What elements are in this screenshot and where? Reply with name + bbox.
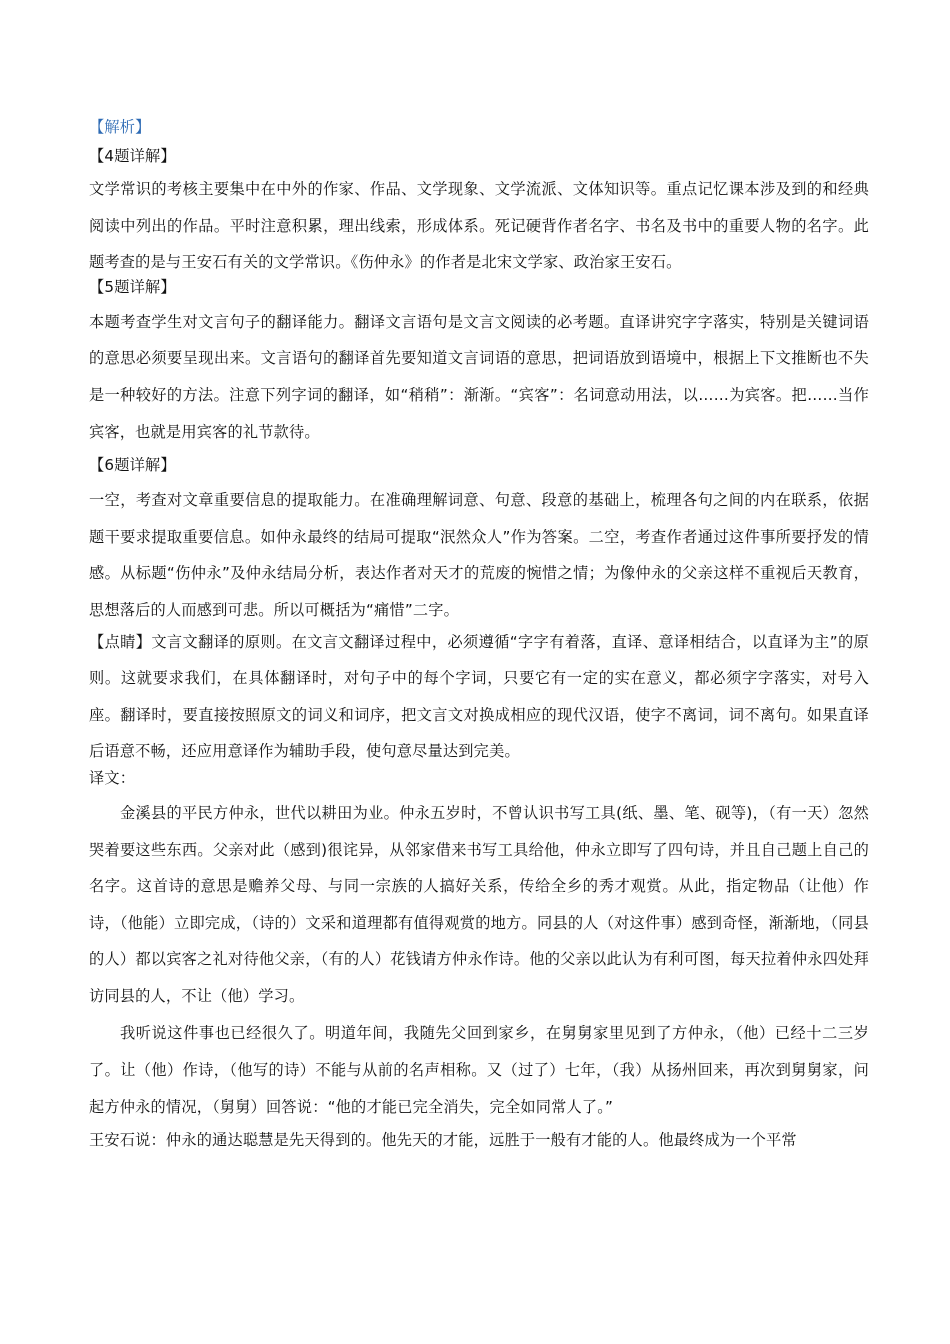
document-body [89, 113, 869, 1155]
translation-paragraph-1: 金溪县的平民方仲永，世代以耕田为业。仲永五岁时，不曾认识书写工具(纸、墨、笔、砚等)，（有一天）忽然哭着要这些东西。父亲对此（感到)很诧异，从邻家借来书写工具给他，仲永立即写了四句诗，并且自己题上自己的名字。这首诗的意思是赡养父母、与同一宗族的人搞好关系，传给全乡的秀才观赏。从此，指定物品（让他）作诗，（他能）立即完成，（诗的）文采和道理都有值得观赏的地方。同县的人（对这件事）感到奇怪，渐渐地，（同县的人）都以宾客之礼对待他父亲，（有的人）花钱请方仲永作诗。他的父亲以此认为有利可图，每天拉着仲永四处拜访同县的人，不让（他）学习。 [89, 803, 870, 1005]
q5-heading: 【5题详解】 [89, 277, 176, 296]
translation-paragraph-2: 我听说这件事也已经很久了。明道年间，我随先父回到家乡，在舅舅家里见到了方仲永，（他）已经十二三岁了。让（他）作诗，（他写的诗）不能与从前的名声相称。又（过了）七年，（我）从扬州回来，再次到舅舅家，问起方仲永的情况，（舅舅）回答说：“他的才能已完全消失，完全如同常人了。” [89, 1024, 869, 1116]
q6-paragraph: 一空，考查对文章重要信息的提取能力。在准确理解词意、句意、段意的基础上，梳理各句之间的内在联系，依据题干要求提取重要信息。如仲永最终的结局可提取“泯然众人”作为答案。二空，考查作者通过这件事所要抒发的情感。从标题“伤仲永”及仲永结局分析，表达作者对天才的荒废的惋惜之情；为像仲永的父亲这样不重视后天教育，思想落后的人而感到可悲。所以可概括为“痛惜”二字。 [89, 491, 869, 619]
q5-paragraph: 本题考查学生对文言句子的翻译能力。翻译文言语句是文言文阅读的必考题。直译讲究字字落实，特别是关键词语的意思必须要呈现出来。文言语句的翻译首先要知道文言词语的意思，把词语放到语境中，根据上下文推断也不失是一种较好的方法。注意下列字词的翻译，如“稍稍”：渐渐。“宾客”：名词意动用法，以……为宾客。把……当作宾客，也就是用宾客的礼节款待。 [89, 312, 869, 441]
q4-paragraph: 文学常识的考核主要集中在中外的作家、作品、文学现象、文学流派、文体知识等。重点记忆课本涉及到的和经典阅读中列出的作品。平时注意积累，理出线索，形成体系。死记硬背作者名字、书名及书中的重要人物的名字。此题考查的是与王安石有关的文学常识。《伤仲永》的作者是北宋文学家、政治家王安石。 [89, 180, 869, 272]
translation-paragraph-3: 王安石说：仲永的通达聪慧是先天得到的。他先天的才能，远胜于一般有才能的人。他最终成为一个平常 [89, 1131, 797, 1150]
q4-heading: 【4题详解】 [89, 147, 176, 165]
q6-heading: 【6题详解】 [89, 456, 176, 475]
analysis-label: 【解析】 [89, 118, 151, 136]
translation-label: 译文： [89, 768, 136, 787]
tip-label: 【点睛】 [89, 632, 152, 651]
tip-paragraph [89, 624, 869, 770]
tip-text: 文言文翻译的原则。在文言文翻译过程中，必须遵循“字字有着落，直译、意译相结合，以直译为主”的原则。这就要求我们，在具体翻译时，对句子中的每个字词，只要它有一定的实在意义，都必须字字落实，对号入座。翻译时，要直接按照原文的词义和词序，把文言文对换成相应的现代汉语，使字不离词，词不离句。如果直译后语意不畅，还应用意译作为辅助手段，使句意尽量达到完美。 [89, 632, 869, 761]
